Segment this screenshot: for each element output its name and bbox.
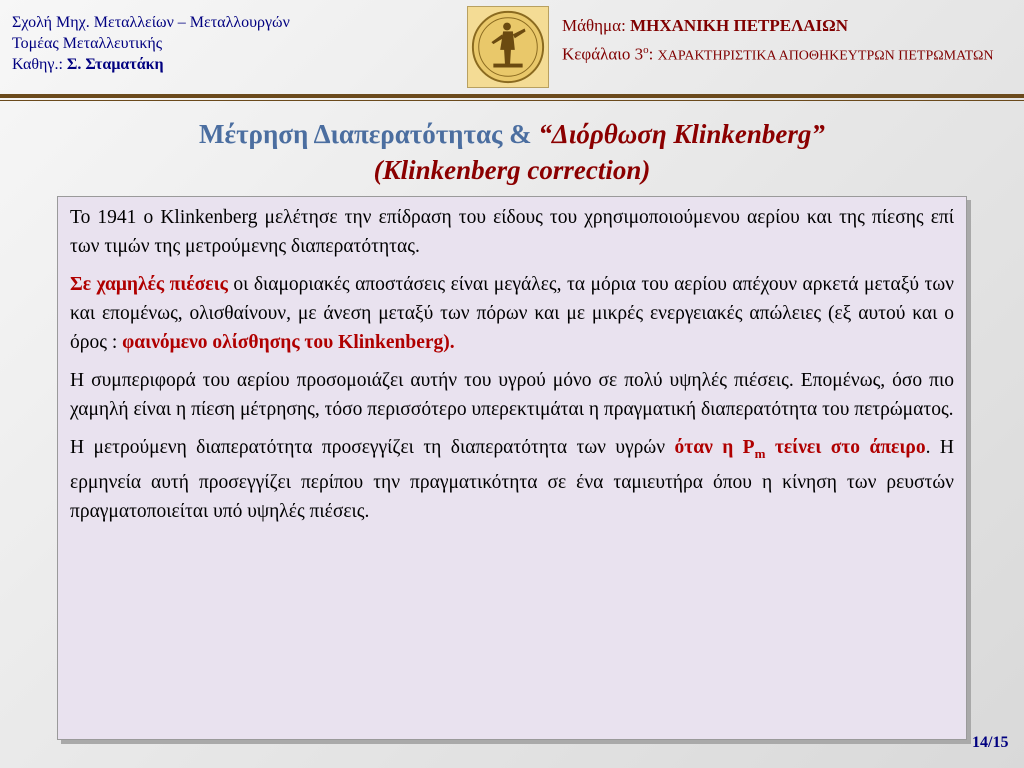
title-part-1: Μέτρηση Διαπερατότητας & (199, 119, 539, 149)
chapter-prefix: Κεφάλαιο 3 (562, 44, 644, 64)
pm-subscript: m (754, 445, 766, 461)
department-name: Τομέας Μεταλλευτικής (12, 35, 163, 52)
slip-phenomenon-highlight: φαινόμενο ολίσθησης του Klinkenberg (122, 332, 444, 353)
content-box (57, 196, 967, 740)
paragraph-1: Το 1941 ο Klinkenberg μελέτησε την επίδραση του είδους του χρησιμοποιούμενου αερίου και της πίεσης επί των τιμών της μετρούμενης διαπερατότητας. (70, 207, 954, 257)
school-name: Σχολή Μηχ. Μεταλλείων – Μεταλλουργών (12, 14, 290, 31)
pm-highlight-a: όταν η P (674, 437, 755, 458)
pm-infinity-highlight (674, 437, 926, 461)
chapter-line (562, 38, 994, 69)
low-pressure-highlight: Σε χαμηλές πιέσεις (70, 274, 228, 295)
paragraph-4 (70, 433, 954, 526)
chapter-colon: : (648, 44, 658, 64)
header-divider-thick (0, 94, 1024, 98)
header-divider-thin (0, 100, 1024, 101)
university-seal-icon (467, 6, 549, 88)
header-right (562, 14, 994, 69)
page-number: 14/15 (972, 734, 1009, 751)
title-part-2: “Διόρθωση Klinkenberg” (538, 119, 825, 149)
chapter-sup: ο (643, 44, 649, 56)
paragraph-2-end: ). (443, 332, 455, 353)
pm-highlight-b: τείνει στο άπειρο (765, 437, 926, 458)
paragraph-4-text-1: Η μετρούμενη διαπερατότητα προσεγγίζει τη διαπερατότητα των υγρών (70, 437, 675, 458)
paragraph-4-text-2: . Η ερμηνεία αυτή προσεγγίζει περίπου την πραγματικότητα σε ένα ταμιευτήρα όπου η κίνηση των ρευστών πραγματοποιείται υπό υψηλές πιέσεις. (70, 437, 954, 522)
header-left (12, 12, 290, 75)
paragraph-3: Η συμπεριφορά του αερίου προσομοιάζει αυτήν του υγρού μόνο σε πολύ υψηλές πιέσεις. Επομένως, όσο πιο χαμηλή είναι η πίεση μέτρησης, τόσο περισσότερο υπερεκτιμάται η πραγματική διαπερατότητα του πετρώματος. (70, 370, 954, 420)
course-name: ΜΗΧΑΝΙΚΗ ΠΕΤΡΕΛΑΙΩΝ (630, 16, 849, 35)
professor-name: Σ. Σταματάκη (66, 56, 164, 73)
course-prefix: Μάθημα: (562, 16, 631, 35)
professor-line (12, 54, 290, 75)
title-line-1 (0, 116, 1024, 152)
paragraph-2 (70, 270, 954, 357)
chapter-name: ΧΑΡΑΚΤΗΡΙΣΤΙΚΑ ΑΠΟΘΗΚΕΥΤΡΩΝ ΠΕΤΡΩΜΑΤΩΝ (657, 48, 994, 64)
course-line (562, 14, 994, 38)
title-line-2: (Klinkenberg correction) (373, 155, 651, 185)
professor-prefix: Καθηγ.: (12, 56, 67, 73)
paragraph-2-text: οι διαμοριακές αποστάσεις είναι μεγάλες, τα μόρια του αερίου απέχουν αρκετά μεταξύ των και επομένως, ολισθαίνουν, με άνεση μεταξύ των πόρων και με μικρές ενεργειακές απώλειες (εξ αυτού και ο όρος : (70, 274, 954, 353)
slide-title (0, 116, 1024, 188)
